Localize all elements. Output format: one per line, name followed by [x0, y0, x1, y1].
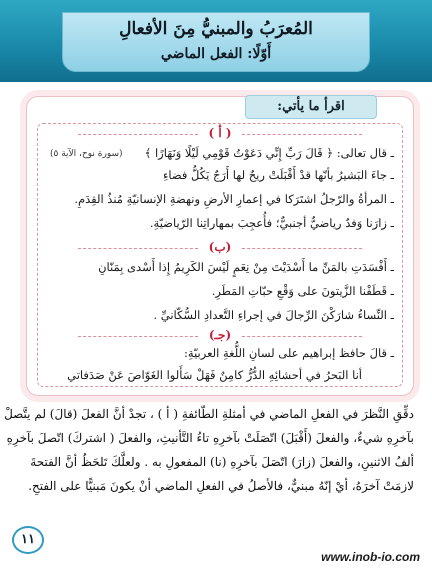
title-plaque — [62, 12, 370, 72]
lesson-title: المُعرَبُ والمبنيُّ مِنَ الأفعالِ — [119, 19, 313, 39]
example-line: ـ قال تعالى: ﴿ قَالَ رَبِّ إِنِّي دَعَوْتُ قَوْمِي لَيْلًا وَنَهَارًا ﴾ — [144, 146, 394, 160]
page-number: ١١ — [12, 526, 44, 554]
website-link[interactable]: www.inob-io.com — [321, 550, 420, 564]
example-line: ـ جاءَ البَشيرُ بأنّها قدْ أَقْبَلَتْ ريحٌ لها أَرَجٌ يَكُلُّ فضاءِ — [163, 168, 394, 182]
example-line: ـ قالَ حافظ إبراهيم على لسانِ اللُّغةِ العربيّةِ: — [184, 346, 394, 360]
header-banner — [0, 0, 432, 82]
lesson-subtitle: أَوّلًا: الفعل الماضي — [160, 46, 272, 62]
example-line: ـ قَطَفْنا الزَّيتونَ على وَقْعِ حبّاتِ المَطَرِ. — [211, 284, 394, 298]
example-line: ـ أَفْسَدَتِ بالمَنِّ ما أَسْدَيْتَ مِنْ نِعَمٍ لَيْسَ الكَرِيمُ إِذا أَسْدى بِمَنّانِ — [98, 260, 394, 274]
section-c-heading: (جـ) — [208, 328, 232, 342]
read-label: اقرأ ما يأتي: — [245, 95, 377, 119]
examples-card — [26, 96, 414, 396]
quran-reference: (سورة نوح، الآية ٥) — [50, 149, 123, 159]
explanation-line: ألفُ الاثنينِ، والفعلَ (زارَ) اتّصَلَ بآخرِهِ (نا) المفعولِ به . ولعلَّكَ تَلحَظُ أنَّ الفتحةَ — [30, 455, 414, 469]
example-line: ـ المرأةُ والرّجلُ اشتَرَكا في إعمارِ الأرضِ ونهضةِ الإنسانيّةِ مُنذُ القِدَمِ. — [74, 192, 394, 206]
section-b-heading: (ب) — [208, 240, 232, 254]
example-line: ـ النِّساءُ شارَكْنَ الرِّجالَ في إجراءِ التَّعدادِ السُّكّانيِّ . — [153, 308, 394, 322]
explanation-line: دقِّقِ النَّظرَ في الفعلِ الماضي في أمثلةِ الطّائفةِ ( أ ) ، تجدْ أنَّ الفعلَ (قالَ) لم يتَّصلْ — [4, 407, 414, 421]
example-line: ـ زارَنا وَفدٌ رياضيٌّ أجنبيٌّ؛ فأُعجِبَ بمهاراتِنا الرّياضيّةِ. — [149, 216, 394, 230]
explanation-line: لازمَتْ آخرَهُ، أيْ إنّهُ مبنيٌّ، فالأصلُ في الفعلِ الماضي أنْ يكونَ مَبنيًّا على الفتحِ. — [28, 479, 414, 493]
poem-verse: أنا البَحرُ في أحشائِهِ الدُّرُّ كامِنٌ فَهَلْ سَأَلوا الغَوّاصَ عَنْ صَدَفاتي — [67, 368, 362, 382]
section-a-heading: ( أ ) — [208, 126, 232, 140]
explanation-line: بآخرِهِ شيءٌ، والفعلَ (أَقْبَلَ) اتّصَلَتْ بآخرِهِ تاءُ التَّأنيثِ، والفعلَ ( اشتركَ) اتّصلَ بآخرِهِ — [6, 431, 414, 445]
examples-frame — [37, 123, 403, 387]
